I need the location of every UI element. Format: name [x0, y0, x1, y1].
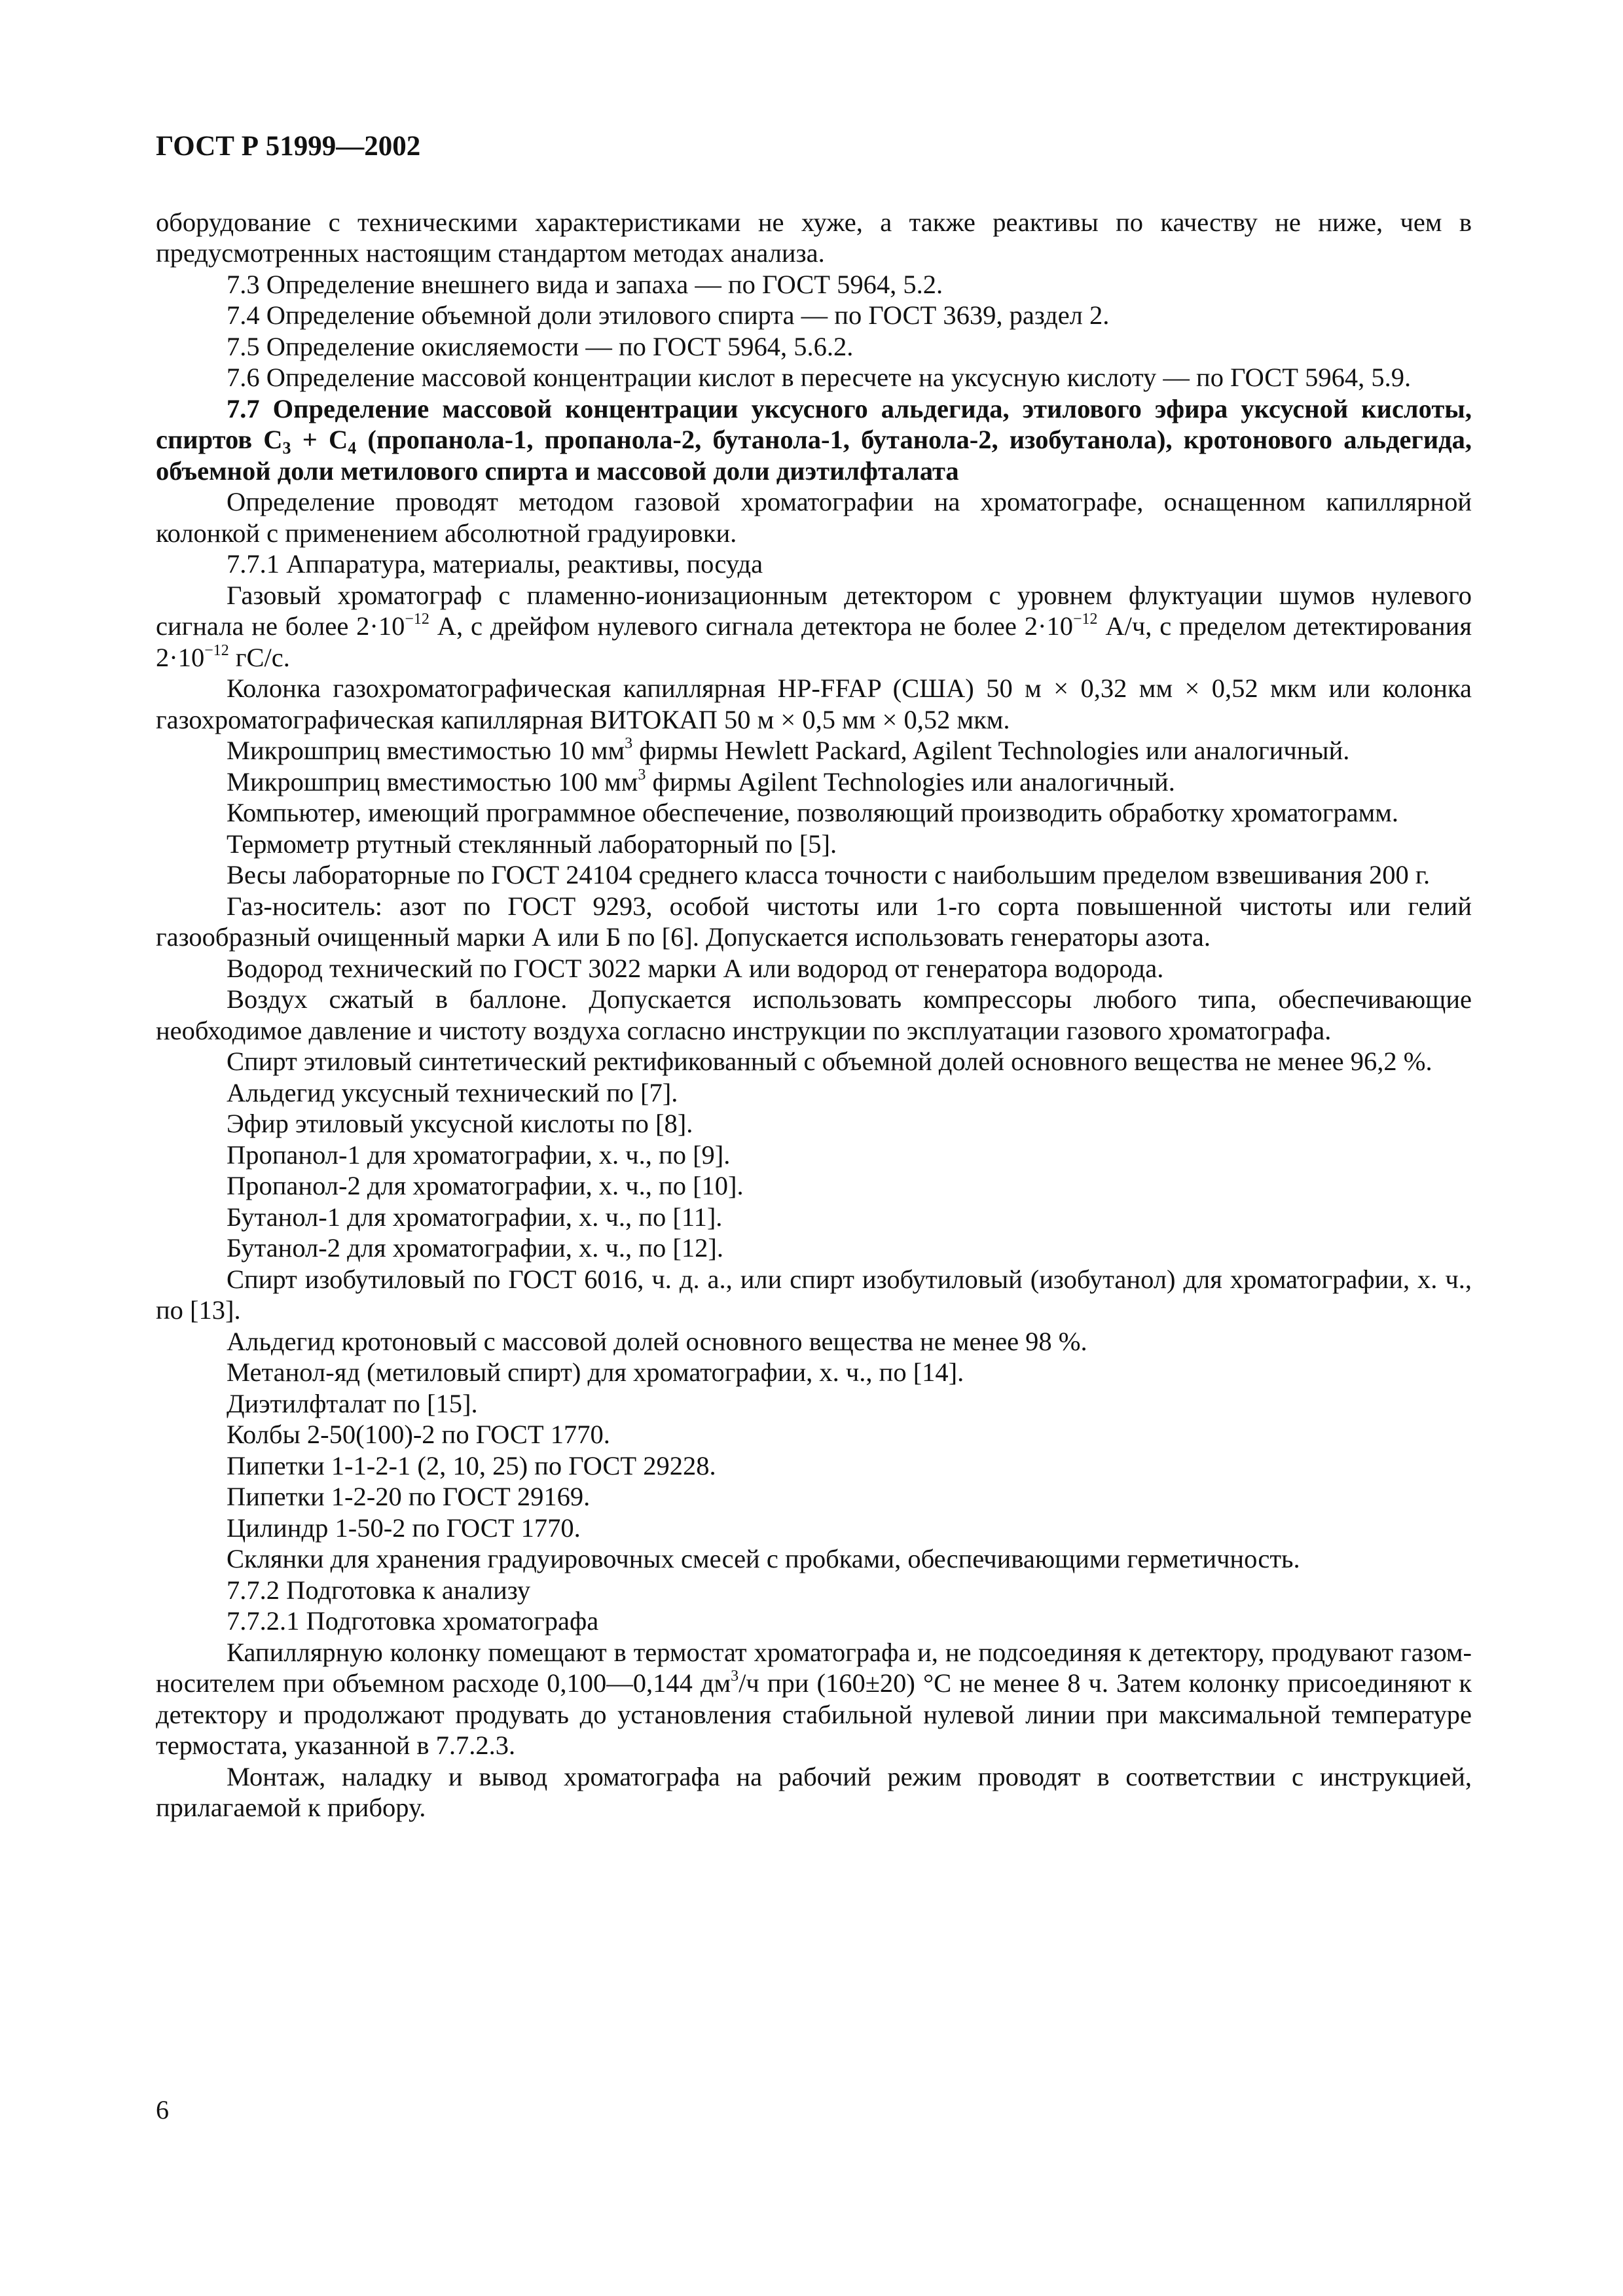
list-item-propanol-1: Пропанол-1 для хроматографии, х. ч., по [9]. — [227, 1139, 731, 1170]
paragraph-chromatograph: Газовый хроматограф с пламенно-ионизационным детектором с уровнем флуктуации шумов нулевого сигнала не более $2\cdot 10^{-12}$ А, с дрейфом нулевого сигнала детектора не более $2\cdot 10^{-12}$ А/ч, с пределом детектирования $2\cdot 10^{-12}$ гС/с. — [156, 580, 1472, 672]
paragraph-7-5: 7.5 Определение окисляемости — по ГОСТ 5964, 5.6.2. — [227, 331, 854, 361]
document-page — [156, 131, 1472, 1823]
list-item-cylinder: Цилиндр 1-50-2 по ГОСТ 1770. — [227, 1513, 581, 1543]
list-item-acetaldehyde: Альдегид уксусный технический по [7]. — [227, 1077, 678, 1107]
list-item-diethyl-phthalate: Диэтилфталат по [15]. — [227, 1388, 478, 1418]
paragraph-continuation: оборудование с техническими характеристиками не хуже, а также реактивы по качеству не ниже, чем в предусмотренных настоящим стандартом методах анализа. — [156, 207, 1472, 268]
paragraph-hydrogen: Водород технический по ГОСТ 3022 марки А или водород от генератора водорода. — [227, 953, 1164, 983]
section-heading-7-7: 7.7 Определение массовой концентрации уксусного альдегида, этилового эфира уксусной кислоты, спиртов $C_3 + C_4$ (пропанола-1, пропанола-2, бутанола-1, бутанола-2, изобутанола), кротонового альдегида, объемной доли метилового спирта и массовой доли диэтилфталата — [156, 393, 1472, 486]
paragraph-ethanol: Спирт этиловый синтетический ректификованный с объемной долей основного вещества не менее 96,2 %. — [227, 1047, 1432, 1076]
list-item-butanol-1: Бутанол-1 для хроматографии, х. ч., по [11]. — [227, 1202, 723, 1232]
paragraph-isobutanol: Спирт изобутиловый по ГОСТ 6016, ч. д. а., или спирт изобутиловый (изобутанол) для хроматографии, х. ч., по [13]. — [156, 1264, 1472, 1325]
list-item-methanol: Метанол-яд (метиловый спирт) для хроматографии, х. ч., по [14]. — [227, 1357, 964, 1387]
list-item-pipettes-2: Пипетки 1-2-20 по ГОСТ 29169. — [227, 1482, 591, 1511]
paragraph-method: Определение проводят методом газовой хроматографии на хроматографе, оснащенном капиллярной колонкой с применением абсолютной градуировки. — [156, 487, 1472, 548]
paragraph-microsyringe-100: Микрошприц вместимостью 100 $мм^3$ фирмы Agilent Technologies или аналогичный. — [227, 766, 1175, 797]
list-item-propanol-2: Пропанол-2 для хроматографии, х. ч., по [10]. — [227, 1171, 744, 1200]
list-item-vials: Склянки для хранения градуировочных смесей с пробками, обеспечивающими герметичность. — [227, 1544, 1300, 1573]
paragraph-computer: Компьютер, имеющий программное обеспечение, позволяющий производить обработку хроматограмм. — [227, 798, 1399, 827]
list-item-crotonaldehyde: Альдегид кротоновый с массовой долей основного вещества не менее 98 %. — [227, 1326, 1087, 1356]
paragraph-air: Воздух сжатый в баллоне. Допускается использовать компрессоры любого типа, обеспечивающие необходимое давление и чистоту воздуха согласно инструкции по эксплуатации газового хроматографа. — [156, 984, 1472, 1045]
paragraph-carrier-gas: Газ-носитель: азот по ГОСТ 9293, особой чистоты или 1-го сорта повышенной чистоты или гелий газообразный очищенный марки А или Б по [6]. Допускается использовать генераторы азота. — [156, 891, 1472, 952]
paragraph-7-4: 7.4 Определение объемной доли этилового спирта — по ГОСТ 3639, раздел 2. — [227, 300, 1110, 330]
paragraph-microsyringe-10: Микрошприц вместимостью 10 $мм^3$ фирмы Hewlett Packard, Agilent Technologies или аналогичный. — [227, 735, 1350, 765]
list-item-butanol-2: Бутанол-2 для хроматографии, х. ч., по [12]. — [227, 1233, 723, 1263]
list-item-ethyl-acetate: Эфир этиловый уксусной кислоты по [8]. — [227, 1109, 693, 1138]
page-number: 6 — [156, 2095, 169, 2125]
subsection-heading-7-7-2: 7.7.2 Подготовка к анализу — [227, 1575, 531, 1605]
paragraph-column-conditioning: Капиллярную колонку помещают в термостат хроматографа и, не подсоединяя к детектору, продувают газом-носителем при объемном расходе 0,100—0,144 $дм^3/ч$ при (160±20) °С не менее 8 ч. Затем колонку присоединяют к детектору и продолжают продувать до установления стабильной нулевой линии при максимальной температуре термостата, указанной в 7.7.2.3. — [156, 1637, 1472, 1760]
paragraph-7-3: 7.3 Определение внешнего вида и запаха — по ГОСТ 5964, 5.2. — [227, 269, 943, 299]
list-item-flasks: Колбы 2-50(100)-2 по ГОСТ 1770. — [227, 1420, 610, 1449]
document-header: ГОСТ Р 51999—2002 — [156, 131, 421, 162]
list-item-pipettes-1: Пипетки 1-1-2-1 (2, 10, 25) по ГОСТ 29228. — [227, 1450, 716, 1480]
subsection-heading-7-7-2-1: 7.7.2.1 Подготовка хроматографа — [227, 1606, 599, 1636]
paragraph-scales: Весы лабораторные по ГОСТ 24104 среднего класса точности с наибольшим пределом взвешивания 200 г. — [227, 860, 1431, 889]
subsection-heading-7-7-1: 7.7.1 Аппаратура, материалы, реактивы, посуда — [227, 549, 763, 579]
paragraph-thermometer: Термометр ртутный стеклянный лабораторный по [5]. — [227, 829, 837, 859]
paragraph-column: Колонка газохроматографическая капиллярная HP-FFAP (США) 50 м × 0,32 мм × 0,52 мкм или колонка газохроматографическая капиллярная ВИТОКАП 50 м × 0,5 мм × 0,52 мкм. — [156, 673, 1472, 734]
paragraph-7-6: 7.6 Определение массовой концентрации кислот в пересчете на уксусную кислоту — по ГОСТ 5964, 5.9. — [227, 363, 1412, 392]
paragraph-installation: Монтаж, наладку и вывод хроматографа на рабочий режим проводят в соответствии с инструкцией, прилагаемой к прибору. — [156, 1761, 1472, 1822]
